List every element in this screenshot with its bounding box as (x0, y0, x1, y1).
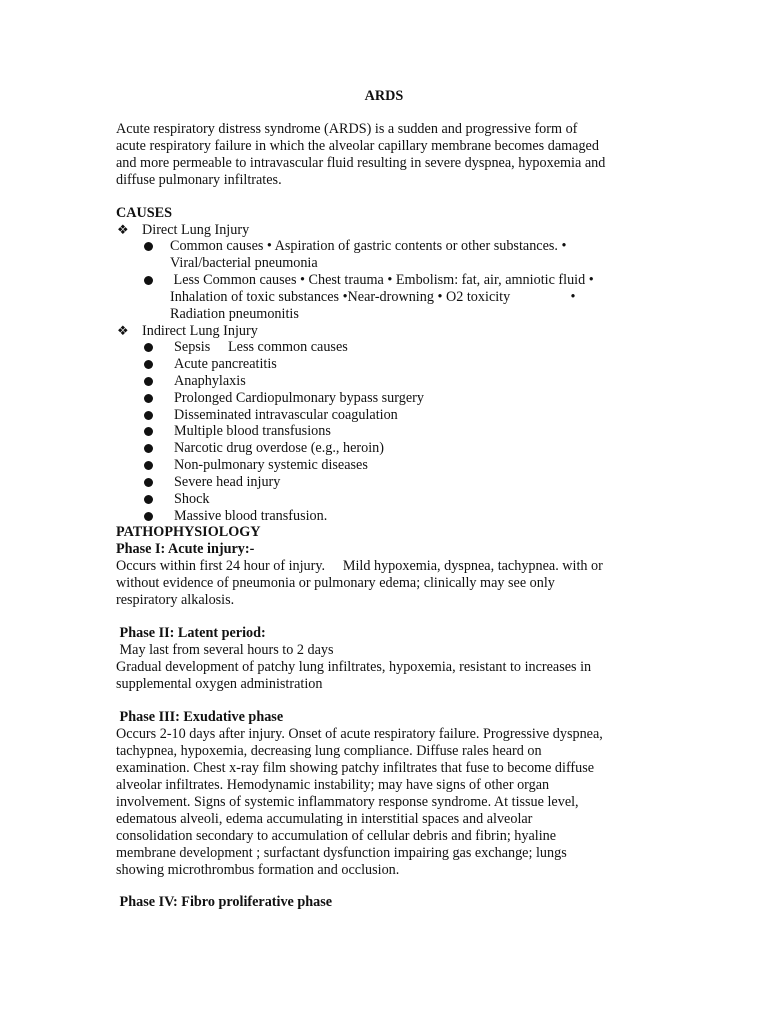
bullet-icon (144, 427, 153, 436)
causes-heading: CAUSES (116, 205, 172, 221)
phase-3-line: tachypnea, hypoxemia, decreasing lung compliance. Diffuse rales heard on (116, 743, 542, 759)
intro-line: acute respiratory failure in which the alveolar capillary membrane becomes damaged (116, 138, 599, 154)
diamond-bullet-icon: ❖ (117, 323, 129, 338)
intro-line: diffuse pulmonary infiltrates. (116, 172, 282, 188)
bullet-icon (144, 411, 153, 420)
indirect-item: Sepsis Less common causes (174, 339, 348, 355)
phase-2-line: supplemental oxygen administration (116, 676, 323, 692)
indirect-item: Severe head injury (174, 474, 281, 490)
indirect-item: Narcotic drug overdose (e.g., heroin) (174, 440, 384, 456)
phase-3-line: Occurs 2-10 days after injury. Onset of acute respiratory failure. Progressive dyspnea, (116, 726, 603, 742)
phase-2-line: Gradual development of patchy lung infiltrates, hypoxemia, resistant to increases in (116, 659, 592, 675)
phase-3-line: alveolar infiltrates. Hemodynamic instability; may have signs of other organ (116, 777, 550, 793)
phase-3-heading: Phase III: Exudative phase (116, 709, 284, 725)
indirect-item: Disseminated intravascular coagulation (174, 407, 398, 423)
phase-2-heading: Phase II: Latent period: (116, 625, 266, 641)
direct-less-common-line: Radiation pneumonitis (170, 306, 299, 322)
indirect-item: Massive blood transfusion. (174, 508, 328, 524)
phase-3-line: showing microthrombus formation and occlusion. (116, 862, 400, 878)
document-title: ARDS (364, 88, 404, 104)
indirect-injury-label: Indirect Lung Injury (142, 323, 258, 339)
phase-3-line: examination. Chest x-ray film showing patchy infiltrates that fuse to become diffuse (116, 760, 595, 776)
intro-line: and more permeable to intravascular fluid resulting in severe dyspnea, hypoxemia and (116, 155, 606, 171)
bullet-icon (144, 512, 153, 521)
phase-4-heading: Phase IV: Fibro proliferative phase (116, 894, 333, 910)
bullet-icon (144, 444, 153, 453)
phase-3-line: membrane development ; surfactant dysfunction impairing gas exchange; lungs (116, 845, 567, 861)
phase-3-line: edematous alveoli, edema accumulating in interstitial spaces and alveolar (116, 811, 533, 827)
direct-injury-label: Direct Lung Injury (142, 222, 250, 238)
direct-common-line: Viral/bacterial pneumonia (170, 255, 318, 271)
bullet-icon (144, 394, 153, 403)
bullet-icon (144, 360, 153, 369)
indirect-item: Multiple blood transfusions (174, 423, 331, 439)
phase-1-line: without evidence of pneumonia or pulmonary edema; clinically may see only (116, 575, 555, 591)
direct-less-common-line: Inhalation of toxic substances •Near-drowning • O2 toxicity • (170, 289, 576, 305)
bullet-icon (144, 242, 153, 251)
phase-1-line: respiratory alkalosis. (116, 592, 235, 608)
indirect-item: Acute pancreatitis (174, 356, 277, 372)
diamond-bullet-icon: ❖ (117, 222, 129, 237)
phase-2-line: May last from several hours to 2 days (116, 642, 334, 658)
phase-1-line: Occurs within first 24 hour of injury. Mild hypoxemia, dyspnea, tachypnea. with or (116, 558, 603, 574)
intro-line: Acute respiratory distress syndrome (ARDS) is a sudden and progressive form of (116, 121, 578, 137)
indirect-item: Prolonged Cardiopulmonary bypass surgery (174, 390, 424, 406)
indirect-item: Shock (174, 491, 210, 507)
bullet-icon (144, 495, 153, 504)
indirect-item: Anaphylaxis (174, 373, 246, 389)
bullet-icon (144, 461, 153, 470)
bullet-icon (144, 276, 153, 285)
indirect-item: Non-pulmonary systemic diseases (174, 457, 368, 473)
bullet-icon (144, 343, 153, 352)
pathophysiology-heading: PATHOPHYSIOLOGY (116, 524, 261, 540)
phase-3-line: consolidation secondary to accumulation of cellular debris and fibrin; hyaline (116, 828, 557, 844)
phase-1-heading: Phase I: Acute injury:- (116, 541, 255, 557)
direct-common-line: Common causes • Aspiration of gastric contents or other substances. • (170, 238, 567, 254)
bullet-icon (144, 377, 153, 386)
direct-less-common-line: Less Common causes • Chest trauma • Embolism: fat, air, amniotic fluid • (170, 272, 594, 288)
phase-3-line: involvement. Signs of systemic inflammatory response syndrome. At tissue level, (116, 794, 579, 810)
bullet-icon (144, 478, 153, 487)
